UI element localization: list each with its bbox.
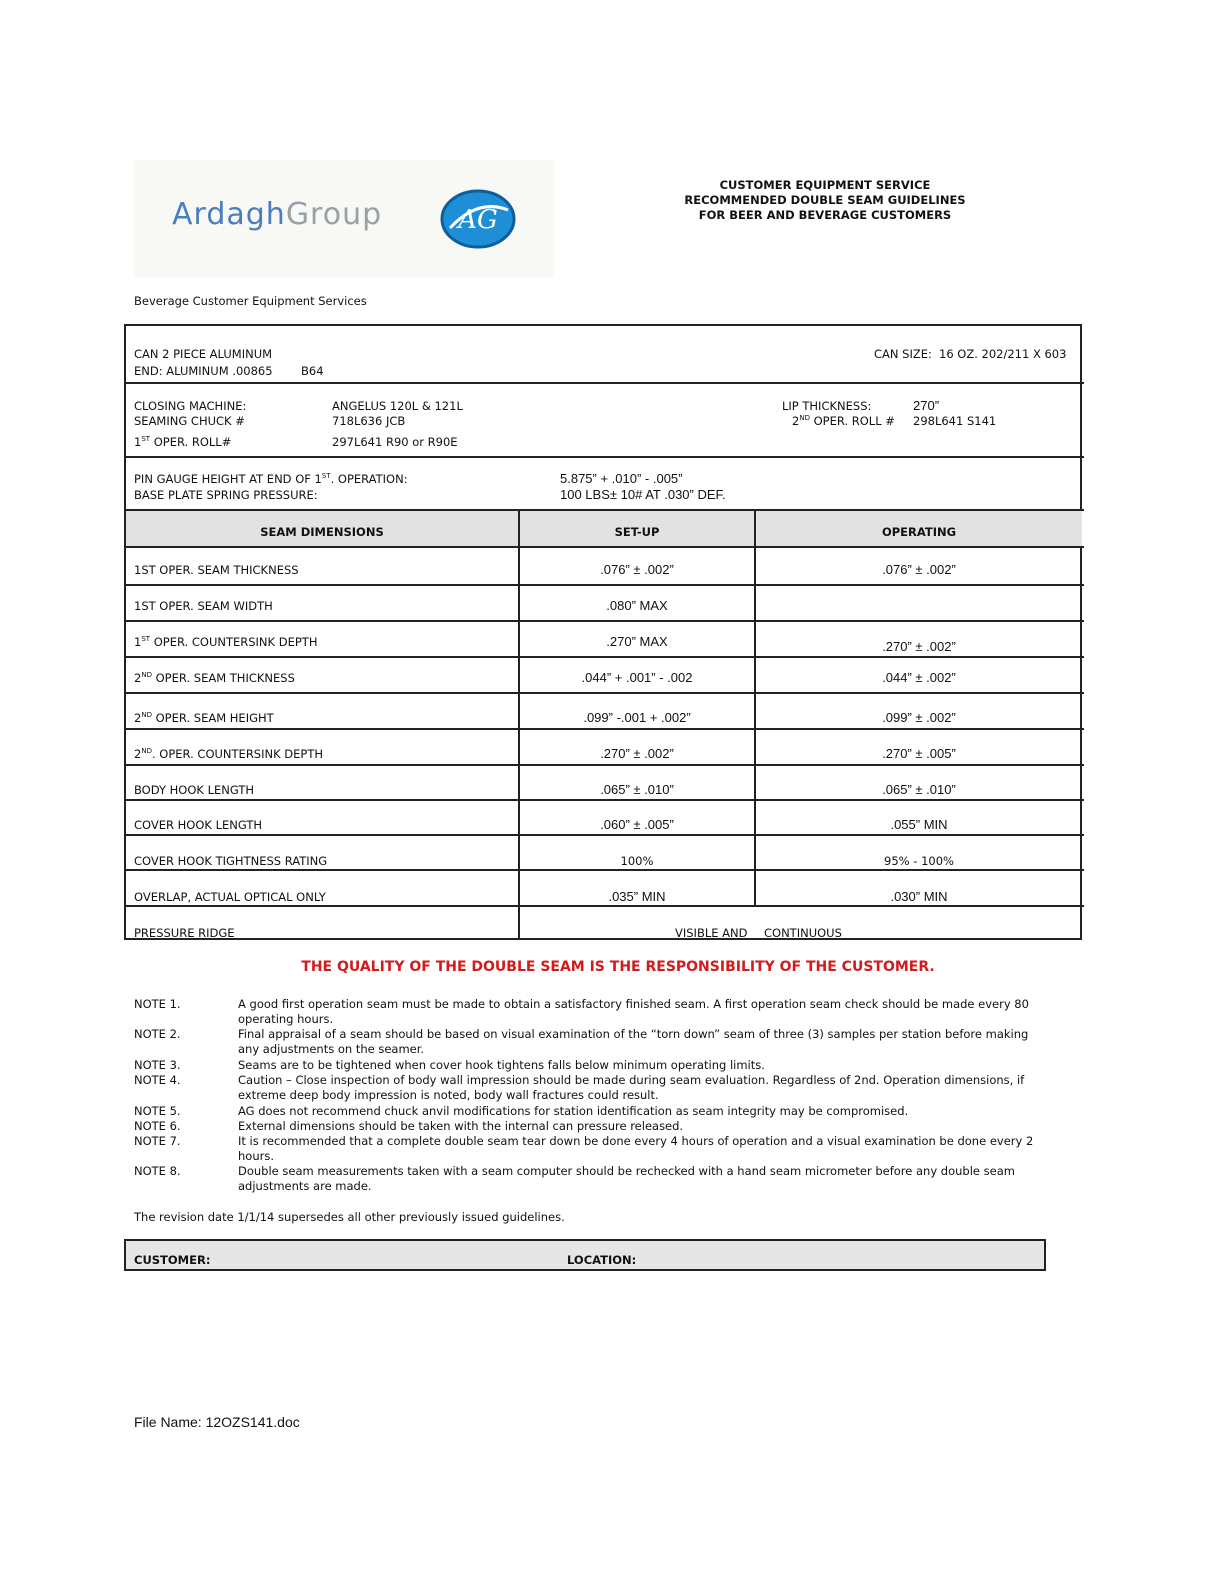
row-setup: VISIBLE AND xyxy=(675,926,748,940)
note-label: NOTE 2. xyxy=(134,1027,181,1041)
note-text: Final appraisal of a seam should be based on visual examination of the “torn down” seam of three (3) samples per station before making any adjustments on the seamer. xyxy=(238,1027,1029,1056)
row-dimension: COVER HOOK LENGTH xyxy=(134,818,263,832)
row-dimension: BODY HOOK LENGTH xyxy=(134,783,255,797)
row-divider xyxy=(124,905,1084,907)
closing-machine-value: ANGELUS 120L & 121L xyxy=(332,399,463,413)
header-seam-dimensions: SEAM DIMENSIONS xyxy=(260,525,384,539)
first-oper-roll-value: 297L641 R90 or R90E xyxy=(332,435,458,449)
company-logo-text: ArdaghGroup xyxy=(172,197,383,232)
row-dimension: 1ST OPER. COUNTERSINK DEPTH xyxy=(134,635,318,649)
row-dimension: OVERLAP, ACTUAL OPTICAL ONLY xyxy=(134,890,326,904)
row-divider xyxy=(124,620,1084,622)
note-text: Double seam measurements taken with a seam computer should be rechecked with a hand seam micrometer before any double seam adjustments are made. xyxy=(238,1164,1015,1193)
note-label: NOTE 3. xyxy=(134,1058,181,1072)
end-label: END: ALUMINUM .00865 xyxy=(134,364,273,378)
document-header xyxy=(640,178,1010,223)
row-setup: .060” ± .005” xyxy=(600,817,674,832)
row-setup: .076” ± .002” xyxy=(600,562,674,577)
pin-gauge-label: PIN GAUGE HEIGHT AT END OF 1ST. OPERATION: xyxy=(134,472,408,486)
note-text: A good first operation seam must be made to obtain a satisfactory finished seam. A first operation seam check should be made every 80 operating hours. xyxy=(238,997,1029,1026)
row-setup: .270” MAX xyxy=(606,634,668,649)
note-text: Seams are to be tightened when cover hook tightens falls below minimum operating limits. xyxy=(238,1058,765,1072)
can-size-label: CAN SIZE: xyxy=(874,347,932,361)
first-oper-roll-label: 1ST OPER. ROLL# xyxy=(134,435,232,449)
row-dimension: 1ST OPER. SEAM WIDTH xyxy=(134,599,273,613)
row-dimension: PRESSURE RIDGE xyxy=(134,926,235,940)
divider xyxy=(124,382,1084,384)
row-divider xyxy=(124,692,1084,694)
row-operating: .270” ± .005” xyxy=(882,746,956,761)
row-divider xyxy=(124,834,1084,836)
note-text: Caution – Close inspection of body wall impression should be made during seam evaluation. Regardless of 2nd. Operation dimensions, if extreme deep body impression is noted, body wall fractures could result. xyxy=(238,1073,1025,1102)
note-label: NOTE 5. xyxy=(134,1104,181,1118)
header-line-1: CUSTOMER EQUIPMENT SERVICE xyxy=(719,178,931,192)
row-operating: 95% - 100% xyxy=(884,854,954,868)
note-text: AG does not recommend chuck anvil modifications for station identification as seam integrity may be compromised. xyxy=(238,1104,909,1118)
base-plate-value: 100 LBS± 10# AT .030” DEF. xyxy=(560,487,726,502)
end-code: B64 xyxy=(301,364,324,378)
subtitle: Beverage Customer Equipment Services xyxy=(134,294,367,308)
row-dimension: 2ND OPER. SEAM HEIGHT xyxy=(134,711,274,725)
row-operating: .044” ± .002” xyxy=(882,670,956,685)
seaming-chuck-value: 718L636 JCB xyxy=(332,414,406,428)
row-operating: .055” MIN xyxy=(890,817,948,832)
note-label: NOTE 1. xyxy=(134,997,181,1011)
row-operating: CONTINUOUS xyxy=(764,926,842,940)
header-line-2: RECOMMENDED DOUBLE SEAM GUIDELINES xyxy=(684,193,966,207)
revision-note: The revision date 1/1/14 supersedes all other previously issued guidelines. xyxy=(134,1210,565,1224)
note-label: NOTE 4. xyxy=(134,1073,181,1087)
note-text: It is recommended that a complete double seam tear down be done every 4 hours of operation and a visual examination be done every 2 hours. xyxy=(238,1134,1034,1163)
divider xyxy=(124,456,1084,458)
row-setup: .270” ± .002” xyxy=(600,746,674,761)
header-operating: OPERATING xyxy=(881,525,957,539)
row-operating: .030” MIN xyxy=(890,889,948,904)
company-logo-emblem xyxy=(438,188,518,254)
row-divider xyxy=(124,869,1084,871)
note-label: NOTE 6. xyxy=(134,1119,181,1133)
row-setup: .080” MAX xyxy=(606,598,668,613)
lip-thickness-label: LIP THICKNESS: xyxy=(782,399,872,413)
row-divider xyxy=(124,584,1084,586)
row-dimension: COVER HOOK TIGHTNESS RATING xyxy=(134,854,328,868)
base-plate-label: BASE PLATE SPRING PRESSURE: xyxy=(134,488,318,502)
divider xyxy=(124,546,1084,548)
can-size-value: 16 OZ. 202/211 X 603 xyxy=(939,347,1067,361)
row-divider xyxy=(124,799,1084,801)
second-oper-roll-value: 298L641 S141 xyxy=(913,414,997,428)
svg-text:AG: AG xyxy=(458,205,498,235)
lip-thickness-value: 270” xyxy=(913,398,940,413)
closing-machine-label: CLOSING MACHINE: xyxy=(134,399,247,413)
seaming-chuck-label: SEAMING CHUCK # xyxy=(134,414,245,428)
row-divider xyxy=(124,656,1084,658)
location-label: LOCATION: xyxy=(567,1253,637,1267)
second-oper-roll-label: 2ND OPER. ROLL # xyxy=(792,414,895,428)
row-dimension: 1ST OPER. SEAM THICKNESS xyxy=(134,563,299,577)
row-setup: .065” ± .010” xyxy=(600,782,674,797)
row-operating: .270” ± .002” xyxy=(882,639,956,654)
row-setup: .099” -.001 + .002” xyxy=(583,710,691,725)
row-setup: .044” + .001” - .002 xyxy=(581,670,693,685)
note-label: NOTE 7. xyxy=(134,1134,181,1148)
row-dimension: 2ND. OPER. COUNTERSINK DEPTH xyxy=(134,747,324,761)
row-dimension: 2ND OPER. SEAM THICKNESS xyxy=(134,671,295,685)
customer-label: CUSTOMER: xyxy=(134,1253,211,1267)
row-operating: .099” ± .002” xyxy=(882,710,956,725)
row-setup: .035” MIN xyxy=(608,889,666,904)
row-operating: .076” ± .002” xyxy=(882,562,956,577)
pin-gauge-value: 5.875” + .010” - .005” xyxy=(560,471,683,486)
can-label: CAN 2 PIECE ALUMINUM xyxy=(134,347,273,361)
row-setup: 100% xyxy=(620,854,654,868)
row-divider xyxy=(124,728,1084,730)
header-set-up: SET-UP xyxy=(614,525,660,539)
quality-statement: THE QUALITY OF THE DOUBLE SEAM IS THE RESPONSIBILITY OF THE CUSTOMER. xyxy=(301,959,935,975)
row-operating: .065” ± .010” xyxy=(882,782,956,797)
note-text: External dimensions should be taken with the internal can pressure released. xyxy=(238,1119,684,1133)
file-name: File Name: 12OZS141.doc xyxy=(134,1414,300,1430)
note-label: NOTE 8. xyxy=(134,1164,181,1178)
row-divider xyxy=(124,764,1084,766)
header-line-3: FOR BEER AND BEVERAGE CUSTOMERS xyxy=(698,208,952,222)
